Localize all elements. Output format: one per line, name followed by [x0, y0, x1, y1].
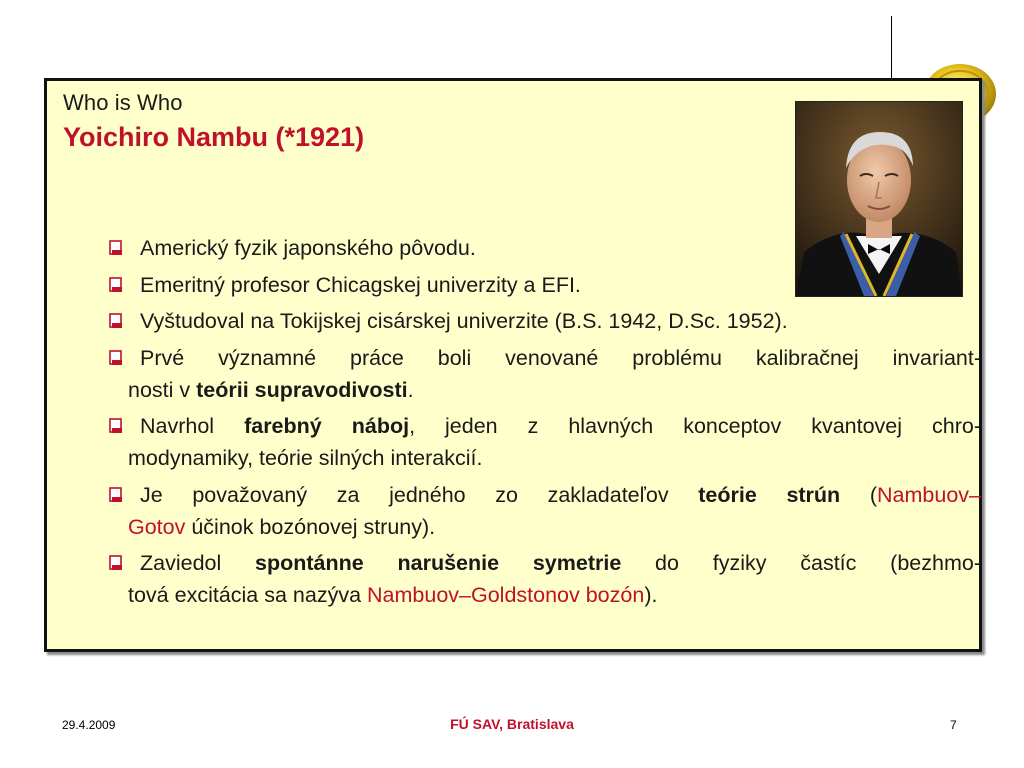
bullet-text-segment: Nambuov–: [877, 482, 981, 507]
bullet-item: [109, 410, 981, 474]
bullet-text-segment: Je považovaný za jedného zo zakladateľov: [140, 482, 699, 507]
bullet-text: [109, 547, 981, 611]
slide-title: Yoichiro Nambu (*1921): [63, 122, 365, 152]
bullet-line-1: [140, 410, 981, 442]
bullet-text-segment: .: [407, 377, 414, 402]
bullet-list: [109, 232, 981, 616]
bullet-item: [109, 269, 981, 301]
bullet-text-segment: účinok bozónovej struny).: [185, 514, 436, 539]
bullet-text-segment: Prvé významné práce boli venované problému kalibračnej invariant-: [140, 345, 981, 370]
bullet-text-segment: Gotov: [128, 514, 186, 539]
bullet-item: [109, 305, 981, 337]
bullet-line-2: [128, 579, 981, 611]
checkbox-square-icon: [109, 487, 122, 502]
bullet-text-segment: Americký fyzik japonského pôvodu.: [140, 236, 476, 260]
bullet-text-segment: do fyziky častíc (bezhmo-: [621, 551, 981, 575]
bullet-line-2: [128, 442, 981, 474]
bullet-text-segment: farebný náboj: [244, 414, 410, 438]
subtitle: Who is Who: [63, 90, 183, 115]
checkbox-square-icon: [109, 277, 122, 292]
bullet-text-segment: teórii supravodivosti: [196, 377, 408, 402]
bullet-text-segment: Navrhol: [140, 414, 245, 438]
checkbox-square-icon: [109, 313, 122, 328]
bullet-text: [109, 342, 981, 406]
footer-institution: FÚ SAV, Bratislava: [450, 716, 574, 732]
bullet-text-segment: Vyštudoval na Tokijskej cisárskej univerzite (B.S. 1942, D.Sc. 1952).: [140, 309, 788, 333]
checkbox-square-icon: [109, 240, 122, 255]
bullet-line-2: [128, 374, 981, 406]
bullet-text-segment: tová excitácia sa nazýva: [128, 583, 368, 607]
bullet-text: [109, 269, 981, 301]
bullet-text-segment: teórie strún: [698, 482, 841, 507]
bullet-line-1: [140, 547, 981, 579]
checkbox-square-icon: [109, 555, 122, 570]
bullet-item: [109, 479, 981, 543]
bullet-line-2: [128, 511, 981, 543]
bullet-text-segment: , jeden z hlavných konceptov kvantovej chro-: [409, 414, 981, 438]
bullet-text-segment: Zaviedol: [140, 551, 256, 575]
bullet-text-segment: nosti v: [128, 377, 197, 402]
bullet-item: [109, 232, 981, 264]
bullet-text-segment: spontánne narušenie symetrie: [255, 551, 622, 575]
slide-number: 7: [950, 718, 957, 732]
content-box: [44, 78, 982, 652]
bullet-text: [109, 305, 981, 337]
bullet-item: [109, 342, 981, 406]
bullet-text: [109, 410, 981, 474]
checkbox-square-icon: [109, 350, 122, 365]
checkbox-square-icon: [109, 418, 122, 433]
bullet-item: [109, 547, 981, 611]
bullet-text-segment: Nambuov–Goldstonov bozón: [367, 583, 645, 607]
bullet-text: [109, 479, 981, 543]
bullet-text-segment: (: [840, 482, 878, 507]
footer-date: 29.4.2009: [62, 718, 116, 732]
bullet-line-1: [140, 342, 981, 374]
bullet-text: [109, 232, 981, 264]
bullet-text-segment: Emeritný profesor Chicagskej univerzity a EFI.: [140, 272, 581, 297]
bullet-line-1: [140, 479, 981, 511]
bullet-text-segment: modynamiky, teórie silných interakcií.: [128, 446, 483, 470]
bullet-text-segment: ).: [644, 583, 658, 607]
divider-line: [891, 16, 892, 84]
